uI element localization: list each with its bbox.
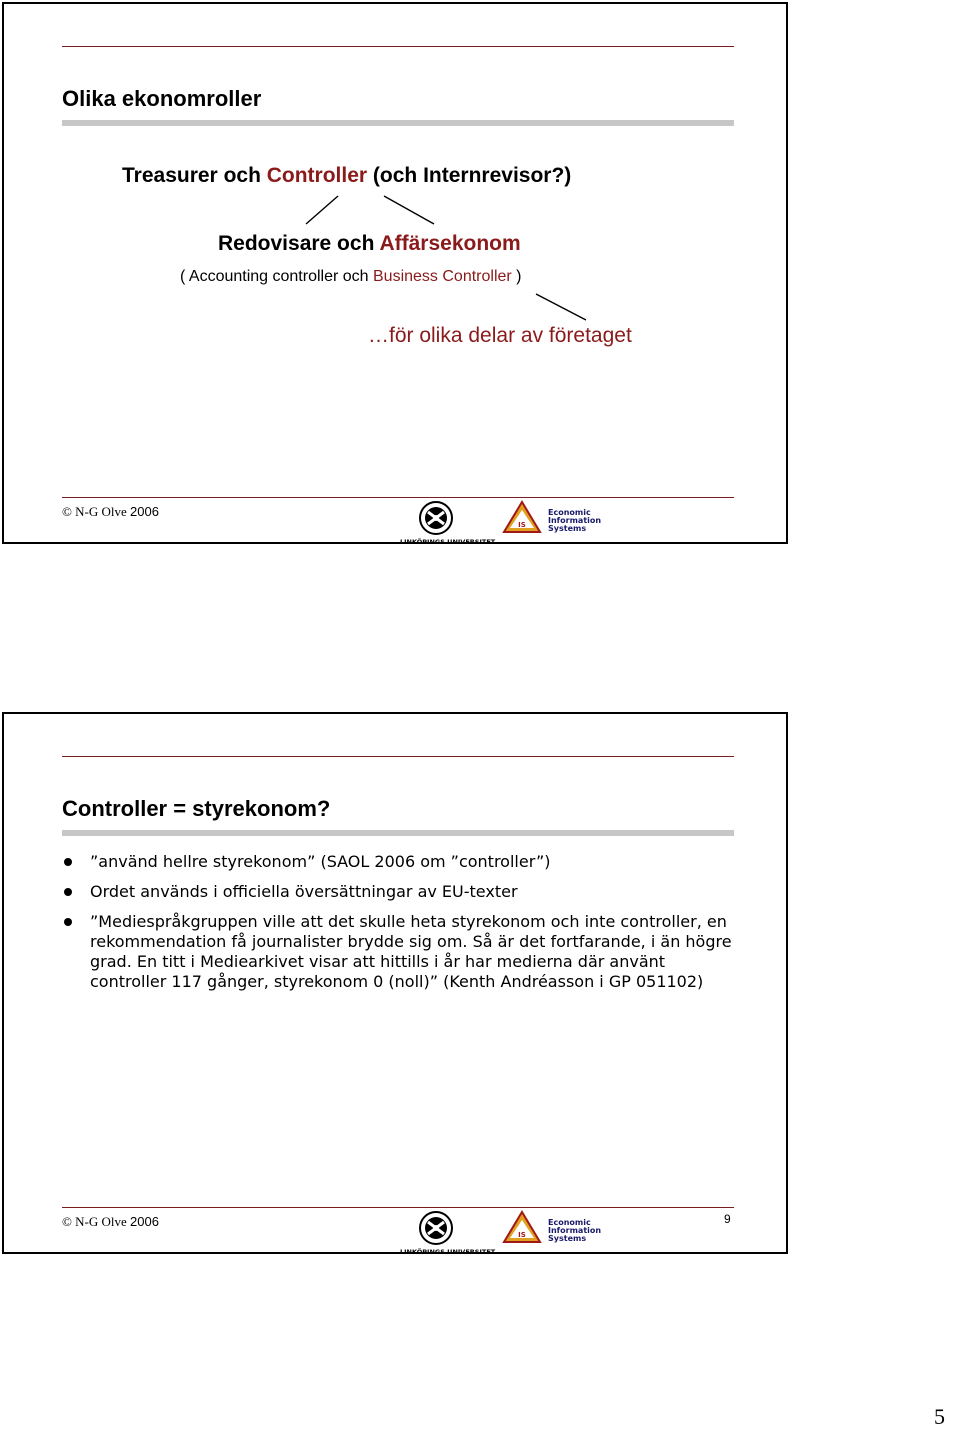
university-wordmark: LINKÖPINGS UNIVERSITET [400,538,496,546]
connector-lines [4,4,790,344]
bullet-list [62,852,742,1002]
bullet-item: Ordet används i officiella översättningar av EU-texter [62,882,742,902]
bullet-item: ”Mediespråkgruppen ville att det skulle heta styrekonom och inte controller, en rekommendation få journalister brydde sig om. Så är det fortfarande, i än högre grad. En titt i Mediearkivet visar att hittills i år har medierna där använt controller 117 gånger, styrekonom 0 (noll)” (Kenth Andréasson i GP 051102) [62,912,742,992]
roles-line-2: Redovisare och Affärsekonom [218,232,521,255]
slide-title: Olika ekonomroller [62,86,262,111]
university-seal-icon [420,1212,452,1244]
highlight-controller: Controller [266,164,368,187]
svg-text:Information: Information [548,1226,602,1235]
footer-copyright: © N-G Olve 2006 [62,1214,159,1229]
svg-text:Systems: Systems [548,524,587,533]
svg-text:Economic: Economic [548,508,591,517]
university-seal-icon [420,502,452,534]
bullet-icon [64,888,72,896]
copyright-icon: © [62,504,72,519]
top-rule [62,756,734,757]
svg-text:IS: IS [518,1231,526,1239]
highlight-business-controller: Business Controller [373,268,512,285]
copyright-icon: © [62,1214,72,1229]
svg-text:Economic: Economic [548,1218,591,1227]
eis-triangle-icon [504,502,540,532]
slide-1 [2,2,788,544]
bullet-item: ”använd hellre styrekonom” (SAOL 2006 om ”controller”) [62,852,742,872]
svg-text:IS: IS [518,521,526,529]
title-underline-bar [62,830,734,836]
roles-line-4: …för olika delar av företaget [368,324,632,347]
footer-logos [396,498,616,546]
slide-page-number: 9 [724,1212,731,1226]
university-wordmark: LINKÖPINGS UNIVERSITET [400,1248,496,1256]
roles-line-1: Treasurer och Controller (och Internrevisor?) [122,164,572,187]
svg-text:Systems: Systems [548,1234,587,1243]
bullet-icon [64,858,72,866]
footer-logos [396,1208,616,1256]
highlight-affarsekonom: Affärsekonom [379,232,521,255]
page-number: 5 [934,1404,945,1429]
svg-text:Information: Information [548,516,602,525]
slide-title: Controller = styrekonom? [62,796,331,821]
slide-2 [2,712,788,1254]
footer-copyright: © N-G Olve 2006 [62,504,159,519]
roles-line-3: ( Accounting controller och Business Controller ) [180,268,522,285]
eis-triangle-icon [504,1212,540,1242]
bullet-icon [64,918,72,926]
